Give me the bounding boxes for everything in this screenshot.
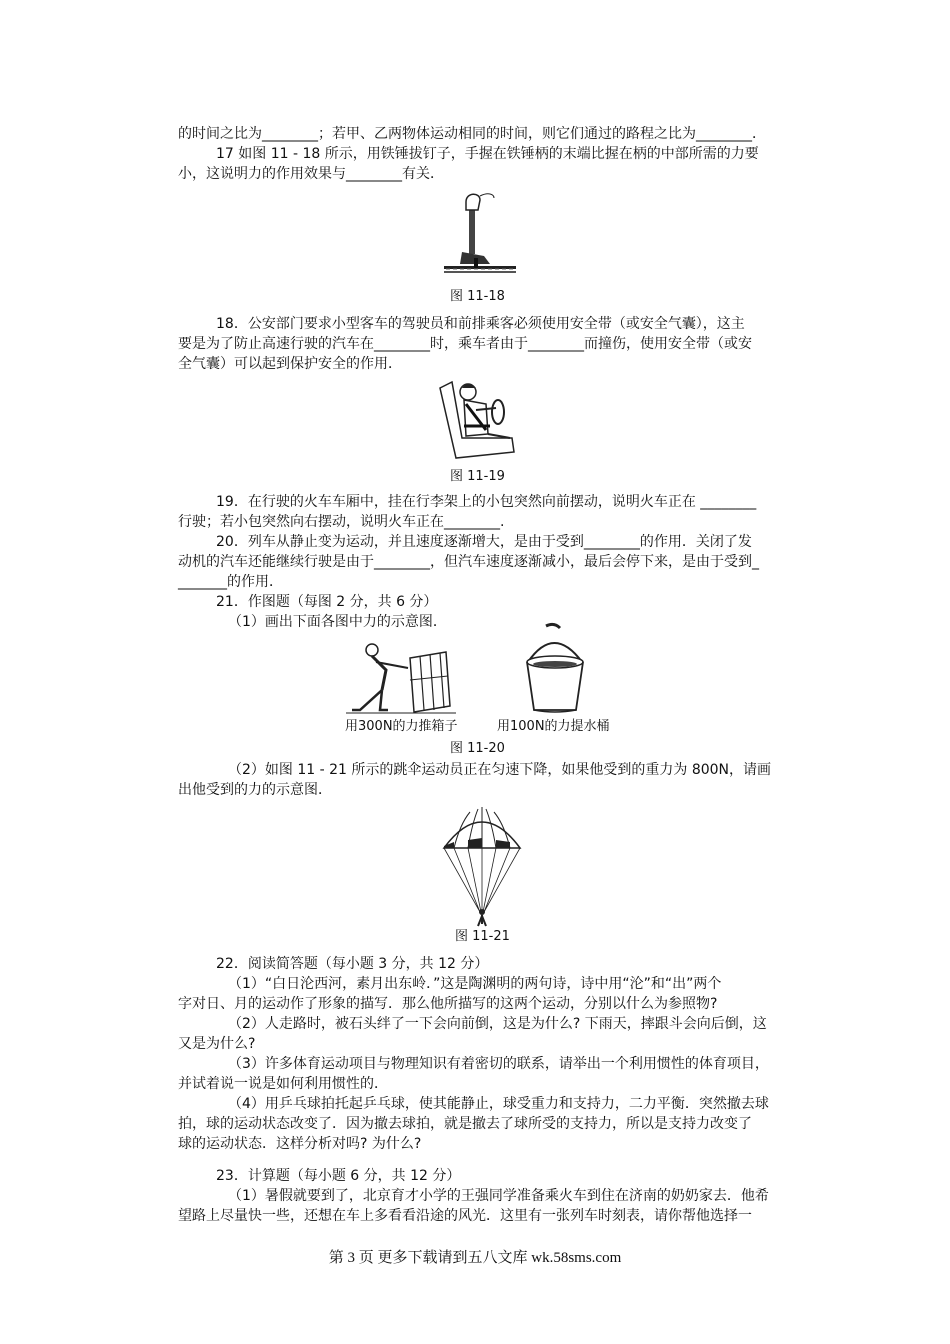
- question-17-line: 17 如图 11 - 18 所示，用铁锤拔钉子，手握在铁锤柄的末端比握在柄的中部所需的力要: [216, 146, 759, 162]
- text-line: _______的作用．: [178, 574, 283, 590]
- figure-caption: 图 11-21: [455, 929, 510, 944]
- question-21-line: 21．作图题（每图 2 分，共 6 分）: [216, 594, 438, 610]
- text-line: （2）人走路时，被石头绊了一下会向前倒，这是为什么? 下雨天，摔跟斗会向后倒，这: [228, 1016, 767, 1032]
- parachute-figure: [440, 804, 524, 928]
- text-line: 全气囊）可以起到保护安全的作用．: [178, 356, 402, 372]
- text-line: 球的运动状态．这样分析对吗? 为什么?: [178, 1136, 422, 1152]
- text-line: 拍，球的运动状态改变了．因为撤去球拍，就是撤去了球所受的支持力，所以是支持力改变了: [178, 1116, 752, 1132]
- figure-caption: 图 11-20: [450, 741, 505, 756]
- question-20-line: 20．列车从静止变为运动，并且速度逐渐增大，是由于受到________的作用．关闭了发: [216, 534, 752, 550]
- text-line: 小，这说明力的作用效果与________有关．: [178, 166, 444, 182]
- page-footer: 第 3 页 更多下载请到五八文库 wk.58sms.com: [328, 1250, 622, 1266]
- text-line: （3）许多体育运动项目与物理知识有着密切的联系，请举出一个利用惯性的体育项目，: [228, 1056, 769, 1072]
- figure-caption: 图 11-19: [450, 469, 505, 484]
- question-19-line: 19．在行驶的火车车厢中，挂在行李架上的小包突然向前摆动，说明火车正在 ________: [216, 494, 757, 510]
- text-line: （1）“白日沦西河，素月出东岭．”这是陶渊明的两句诗，诗中用“沦”和“出”两个: [228, 976, 722, 992]
- figure-caption: 图 11-18: [450, 289, 505, 304]
- bucket-figure: [520, 622, 590, 714]
- text-line: （1）画出下面各图中力的示意图．: [228, 614, 447, 630]
- figure-subcaption: 用300N的力推箱子: [345, 719, 458, 734]
- push-box-figure: [346, 640, 456, 716]
- text-line: 行驶；若小包突然向右摆动，说明火车正在________.: [178, 514, 505, 530]
- text-line: 并试着说一说是如何利用惯性的．: [178, 1076, 388, 1092]
- text-line: （2）如图 11 - 21 所示的跳伞运动员正在匀速下降，如果他受到的重力为 800N，请画: [228, 762, 772, 778]
- text-line: 望路上尽量快一些，还想在车上多看看沿途的风光．这里有一张列车时刻表，请你帮他选择一: [178, 1208, 752, 1224]
- text-line: （1）暑假就要到了，北京育才小学的王强同学准备乘火车到住在济南的奶奶家去．他希: [228, 1188, 769, 1204]
- figure-subcaption: 用100N的力提水桶: [497, 719, 610, 734]
- question-23-line: 23．计算题（每小题 6 分，共 12 分）: [216, 1168, 461, 1184]
- text-line: 的时间之比为________；若甲、乙两物体运动相同的时间，则它们通过的路程之比为________．: [178, 126, 766, 142]
- text-line: 动机的汽车还能继续行驶是由于________，但汽车速度逐渐减小，最后会停下来，是由于受到_: [178, 554, 759, 570]
- seatbelt-driver-figure: [432, 378, 524, 468]
- hammer-figure: [440, 188, 520, 284]
- text-line: 要是为了防止高速行驶的汽车在________时，乘车者由于________而撞伤，使用安全带（或安: [178, 336, 752, 352]
- text-line: 出他受到的力的示意图．: [178, 782, 332, 798]
- question-22-line: 22．阅读简答题（每小题 3 分，共 12 分）: [216, 956, 489, 972]
- text-line: 字对日、月的运动作了形象的描写．那么他所描写的这两个运动，分别以什么为参照物?: [178, 996, 718, 1012]
- question-18-line: 18．公安部门要求小型客车的驾驶员和前排乘客必须使用安全带（或安全气囊），这主: [216, 316, 745, 332]
- text-line: （4）用乒乓球拍托起乒乓球，使其能静止，球受重力和支持力，二力平衡．突然撤去球: [228, 1096, 769, 1112]
- text-line: 又是为什么?: [178, 1036, 256, 1052]
